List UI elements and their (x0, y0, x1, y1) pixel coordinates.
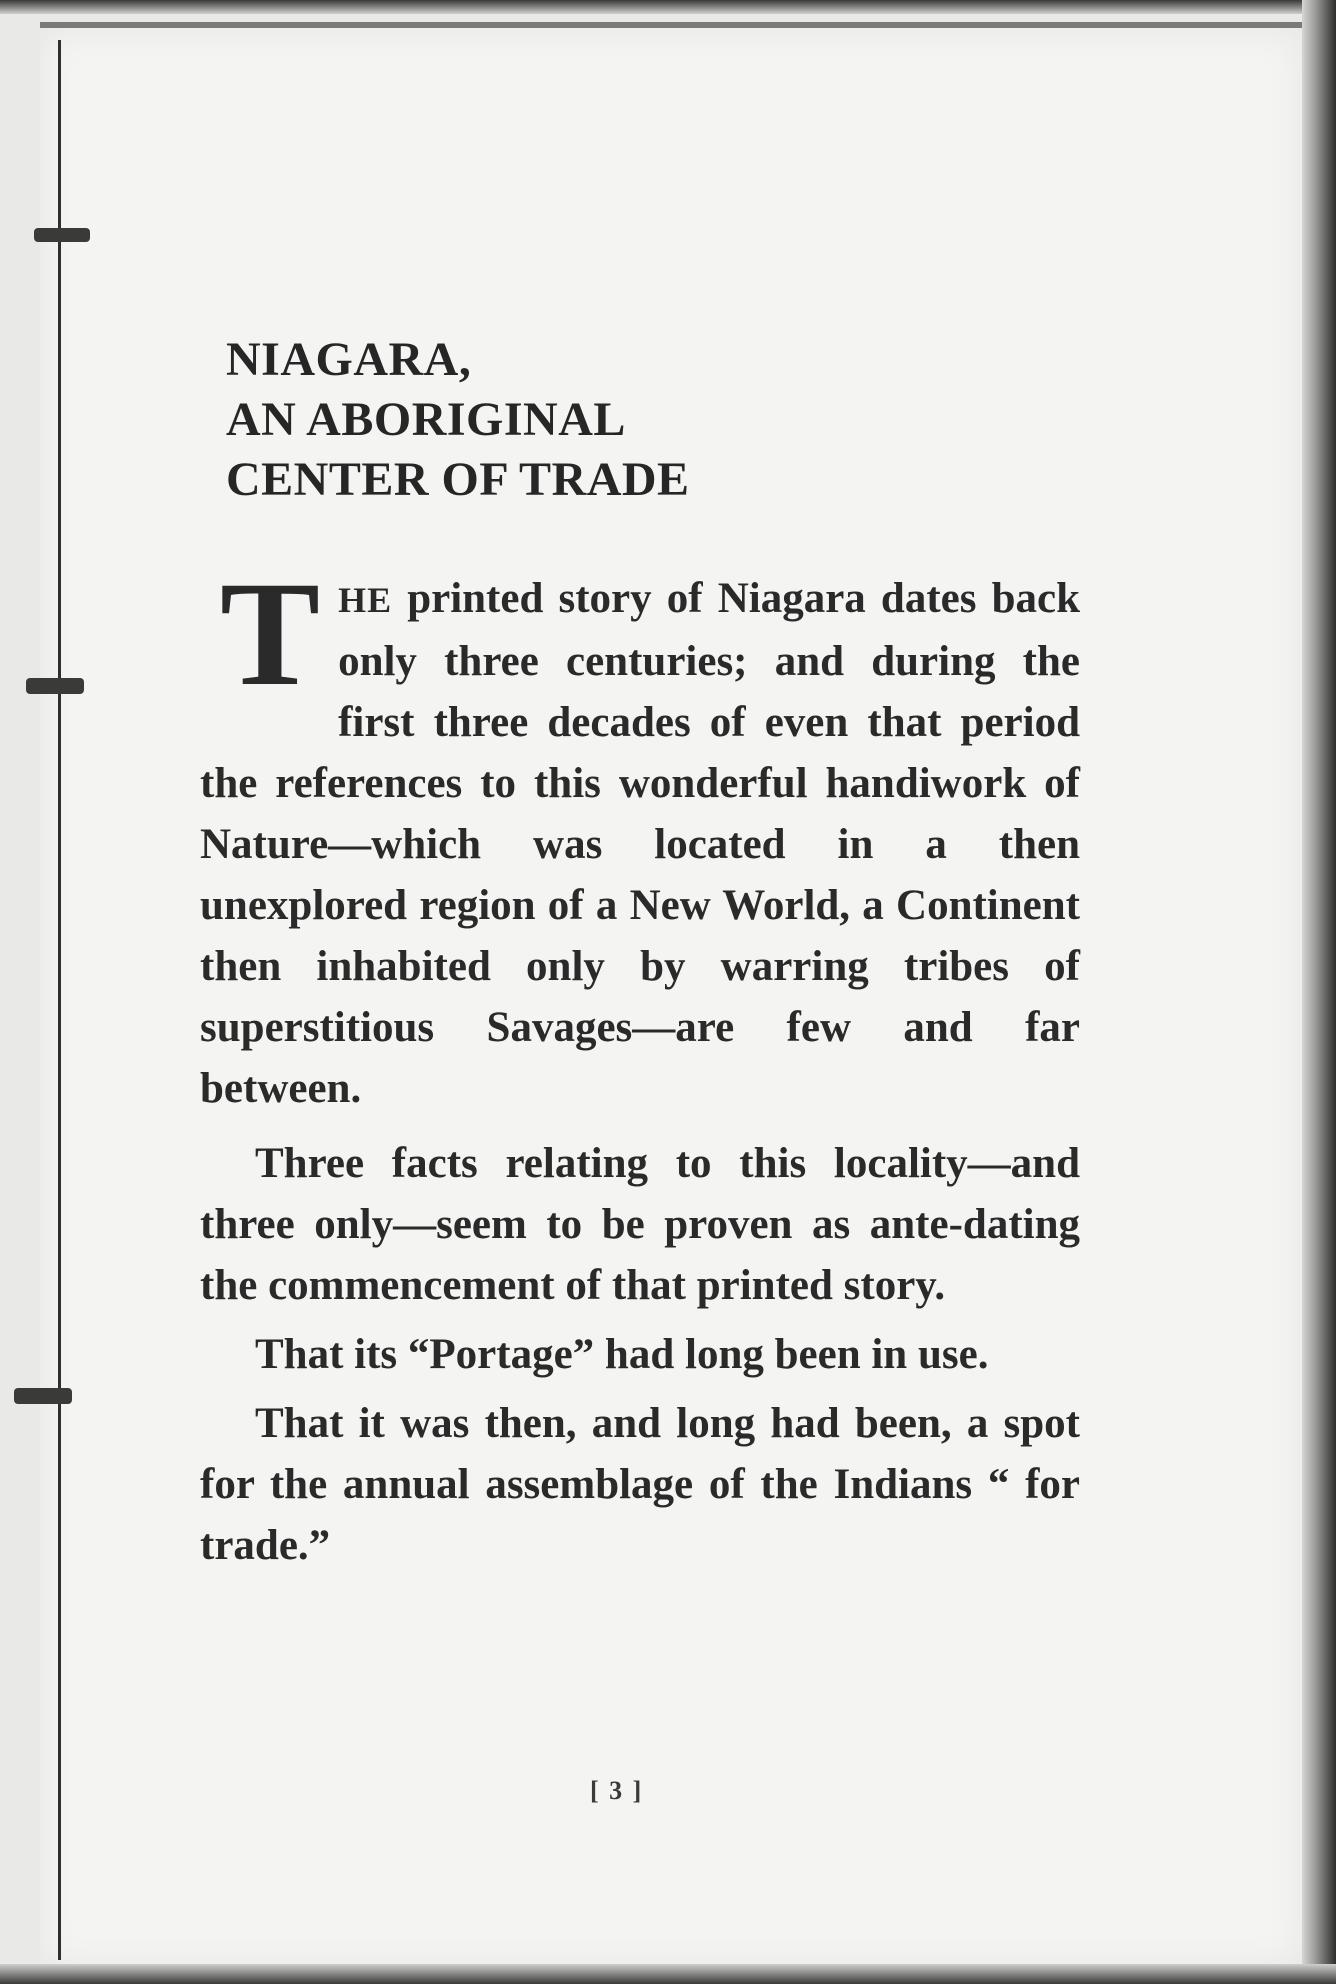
chapter-title-line: AN ABORIGINAL (226, 393, 626, 446)
chapter-title-line: CENTER OF TRADE (226, 453, 690, 506)
binding-stitch-mark (26, 678, 84, 694)
page-right-edge (1302, 0, 1336, 1984)
body-paragraph: That its “Portage” had long been in use. (255, 1331, 989, 1378)
page-bottom-edge (0, 1964, 1336, 1984)
body-paragraph: That it was then, and long had been, a spot for the annual assemblage of the Indians “ for trade.” (200, 1400, 1080, 1569)
binding-stitch-mark (14, 1388, 72, 1404)
opening-paragraph-text: printed story of Niagara dates back only three centuries; and during the first three decades of even that period the references to this wonderful handiwork of Nature—which was located in a then unexplored region of a New World, a Continent then inhabited only by warring tribes of superstitious Savages—are few and far between. (200, 575, 1080, 1112)
chapter-title (226, 330, 1080, 510)
page-content (200, 330, 1080, 1576)
chapter-title-line: NIAGARA, (226, 333, 472, 386)
opening-small-caps: HE (338, 580, 393, 620)
binding-stitch-line (58, 40, 61, 1960)
drop-cap: T (220, 551, 321, 717)
body-paragraph: Three facts relating to this locality—and three only—seem to be proven as ante-dating the commencement of that printed story. (200, 1140, 1080, 1309)
opening-paragraph (200, 551, 1080, 1119)
page-top-edge (0, 0, 1336, 14)
page-number: [ 3 ] (590, 1776, 644, 1805)
binding-stitch-mark (34, 228, 90, 242)
